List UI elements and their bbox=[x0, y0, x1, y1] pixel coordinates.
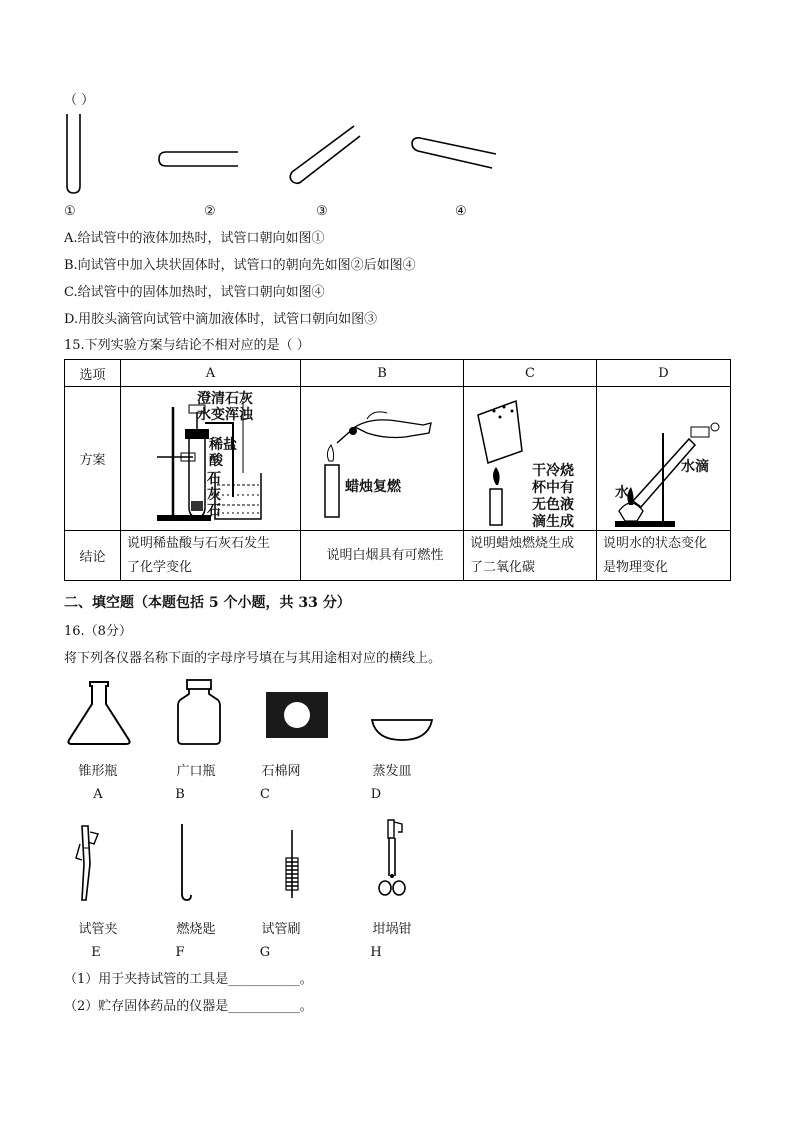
beaker-c-drawing bbox=[464, 387, 597, 530]
instrument-name-f: 燃烧匙 bbox=[176, 922, 216, 937]
conclusion-a-line1: 说明稀盐酸与石灰石发生 bbox=[127, 535, 271, 551]
header-c: C bbox=[464, 360, 597, 387]
fig-a-side-2: 盐 bbox=[223, 437, 237, 453]
fig-a-top-line2: 水变浑浊 bbox=[197, 407, 253, 423]
crucible-tongs-icon bbox=[376, 818, 412, 898]
fig-a-side-5: 灰 bbox=[207, 487, 221, 503]
section-2-title: 二、填空题（本题包括 5 个小题，共 33 分） bbox=[64, 595, 351, 611]
conclusion-c-line2: 了二氧化碳 bbox=[470, 559, 536, 575]
instrument-letter-a: A bbox=[93, 787, 103, 802]
conclusion-c-line1: 说明蜡烛燃烧生成 bbox=[470, 535, 575, 551]
instrument-letter-h: H bbox=[370, 945, 382, 960]
figure-c bbox=[464, 387, 597, 531]
figure-d bbox=[597, 387, 731, 531]
figure-a bbox=[121, 387, 301, 531]
header-b: B bbox=[301, 360, 464, 387]
instrument-letter-c: C bbox=[260, 787, 270, 802]
experiment-table bbox=[64, 359, 731, 581]
row-label-conclusion: 结论 bbox=[65, 531, 121, 581]
fig-a-side-1: 稀 bbox=[209, 437, 223, 453]
instrument-letter-f: F bbox=[175, 945, 185, 960]
conical-flask-icon bbox=[66, 680, 132, 746]
conclusion-a-line2: 了化学变化 bbox=[127, 559, 193, 575]
fig-d-drops: 水滴 bbox=[681, 459, 709, 475]
conclusion-b-line1: 说明白烟具有可燃性 bbox=[326, 547, 444, 563]
test-tube-upright-figure bbox=[64, 114, 84, 196]
test-tube-horizontal-figure bbox=[158, 150, 240, 170]
instrument-name-e: 试管夹 bbox=[78, 922, 118, 937]
instrument-name-g: 试管刷 bbox=[261, 922, 301, 937]
instrument-name-h: 坩埚钳 bbox=[372, 922, 412, 937]
fig-c-line-1: 干冷烧 bbox=[532, 463, 574, 479]
option-a: A.给试管中的液体加热时，试管口朝向如图① bbox=[64, 231, 325, 246]
tube-label-4: ④ bbox=[455, 204, 467, 219]
question-16-stem: 将下列各仪器名称下面的字母序号填在与其用途相对应的横线上。 bbox=[64, 651, 442, 666]
instrument-name-a: 锥形瓶 bbox=[78, 764, 118, 779]
fig-c-line-3: 无色液 bbox=[532, 497, 574, 513]
sub-question-1: （1）用于夹持试管的工具是___________。 bbox=[64, 972, 313, 987]
test-tube-tilted-down-figure bbox=[412, 136, 498, 170]
apparatus-d-drawing bbox=[597, 387, 731, 530]
conclusion-d bbox=[597, 531, 731, 581]
combustion-spoon-icon bbox=[174, 822, 194, 902]
header-option: 选项 bbox=[65, 360, 121, 387]
header-d: D bbox=[597, 360, 731, 387]
row-label-scheme: 方案 bbox=[65, 387, 121, 531]
instrument-letter-e: E bbox=[91, 945, 101, 960]
fig-c-line-4: 滴生成 bbox=[532, 514, 574, 530]
fig-a-side-6: 石 bbox=[207, 503, 221, 519]
instrument-name-b: 广口瓶 bbox=[176, 764, 216, 779]
fig-b-text: 蜡烛复燃 bbox=[345, 479, 401, 495]
instrument-letter-b: B bbox=[175, 787, 185, 802]
question-16-number: 16.（8分） bbox=[64, 624, 132, 639]
fig-a-top-line1: 澄清石灰 bbox=[197, 391, 253, 407]
header-a: A bbox=[121, 360, 301, 387]
instrument-name-d: 蒸发皿 bbox=[372, 764, 412, 779]
test-tube-tilted-up-figure bbox=[288, 124, 362, 186]
conclusion-d-line2: 是物理变化 bbox=[603, 559, 669, 575]
instrument-letter-d: D bbox=[370, 787, 382, 802]
conclusion-b bbox=[301, 531, 464, 581]
option-c: C.给试管中的固体加热时，试管口朝向如图④ bbox=[64, 285, 325, 300]
tube-label-3: ③ bbox=[316, 204, 328, 219]
test-tube-brush-icon bbox=[280, 828, 304, 900]
sub-question-2: （2）贮存固体药品的仪器是___________。 bbox=[64, 999, 313, 1014]
fig-d-water: 水 bbox=[615, 485, 629, 501]
conclusion-d-line1: 说明水的状态变化 bbox=[603, 535, 708, 551]
tube-label-1: ① bbox=[64, 204, 76, 219]
fig-a-side-3: 酸 bbox=[209, 453, 223, 469]
option-d: D.用胶头滴管向试管中滴加液体时，试管口朝向如图③ bbox=[64, 312, 378, 327]
evaporating-dish-icon bbox=[370, 718, 434, 742]
option-b: B.向试管中加入块状固体时，试管口的朝向先如图②后如图④ bbox=[64, 258, 416, 273]
fig-a-side-4: 石 bbox=[207, 471, 221, 487]
candle-b-drawing bbox=[301, 387, 464, 530]
wide-mouth-bottle-icon bbox=[176, 678, 222, 746]
figure-b bbox=[301, 387, 464, 531]
answer-paren: （ ） bbox=[64, 93, 95, 108]
conclusion-a bbox=[121, 531, 301, 581]
instrument-name-c: 石棉网 bbox=[261, 764, 301, 779]
question-15-stem: 15.下列实验方案与结论不相对应的是（ ） bbox=[64, 338, 310, 353]
asbestos-gauze-icon bbox=[266, 692, 328, 738]
test-tube-holder-icon bbox=[72, 824, 102, 904]
conclusion-c bbox=[464, 531, 597, 581]
fig-c-line-2: 杯中有 bbox=[532, 480, 574, 496]
instrument-letter-g: G bbox=[259, 945, 271, 960]
tube-label-2: ② bbox=[204, 204, 216, 219]
